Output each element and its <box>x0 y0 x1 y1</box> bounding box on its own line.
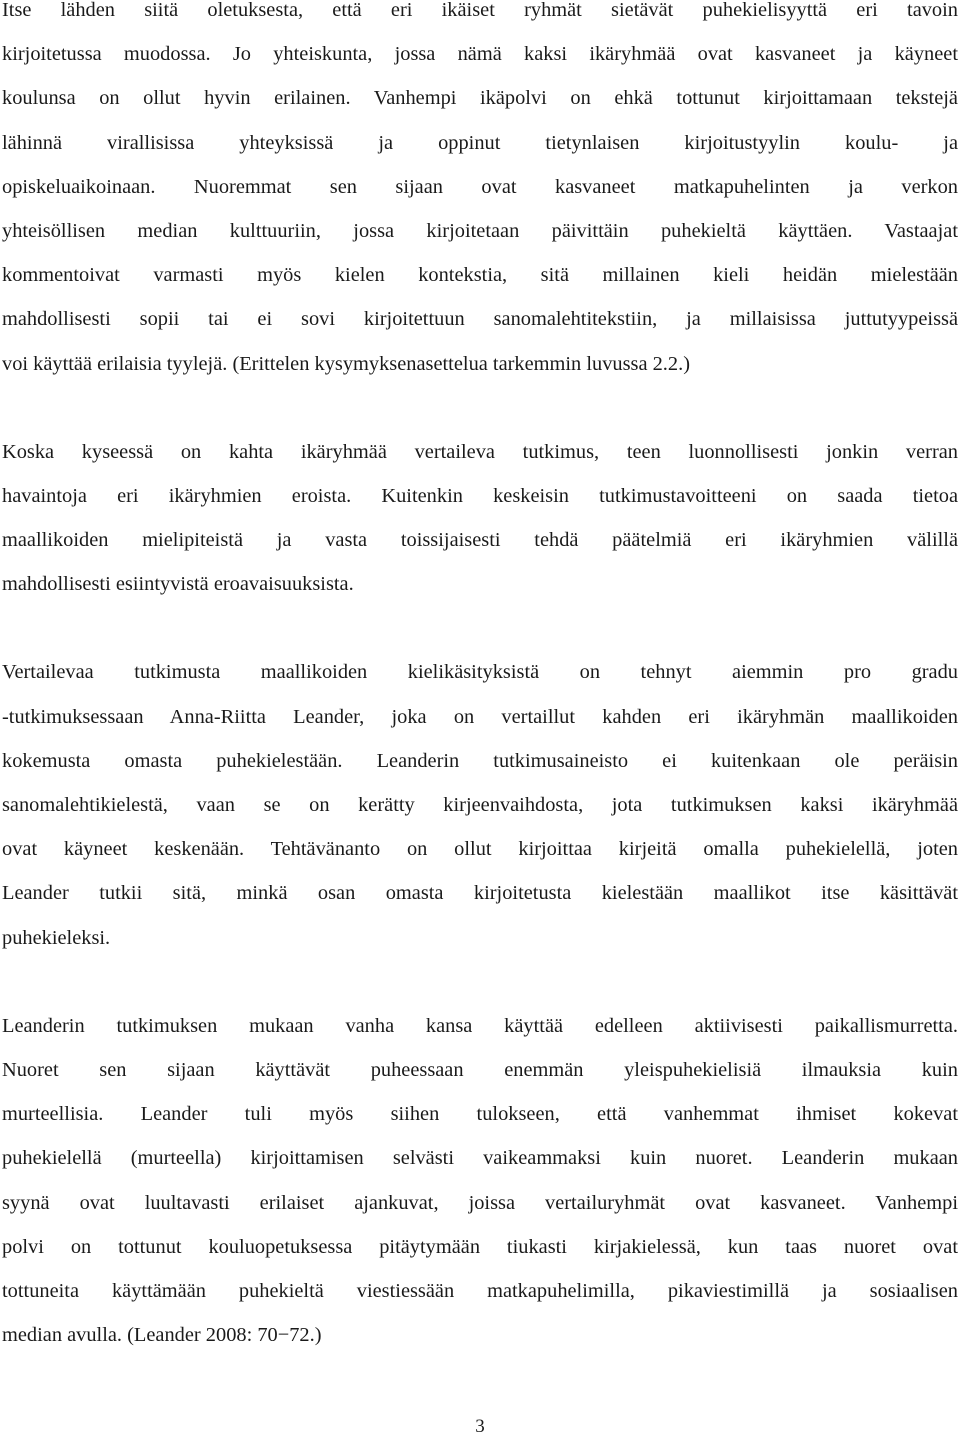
text-line: -tutkimuksessaan Anna-Riitta Leander, joka on vertaillut kahden eri ikäryhmän maallikoiden <box>2 705 958 728</box>
text-line: voi käyttää erilaisia tyylejä. (Erittelen kysymyksenasettelua tarkemmin luvussa 2.2.) <box>2 352 690 375</box>
text-line: polvi on tottunut kouluopetuksessa pitäytymään tiukasti kirjakielessä, kun taas nuoret ovat <box>2 1235 958 1258</box>
text-line: mahdollisesti esiintyvistä eroavaisuuksista. <box>2 573 354 596</box>
text-line: ovat käyneet keskenään. Tehtävänanto on ollut kirjoittaa kirjeitä omalla puhekielellä, joten <box>2 838 958 861</box>
text-line: puhekieleksi. <box>2 926 111 949</box>
paragraph-4 <box>2 1004 958 1358</box>
text-line: tottuneita käyttämään puhekieltä viestiessään matkapuhelimilla, pikaviestimillä ja sosiaalisen <box>2 1279 958 1302</box>
text-line: kokemusta omasta puhekielestään. Leanderin tutkimusaineisto ei kuitenkaan ole peräisin <box>2 749 958 772</box>
text-line: Leanderin tutkimuksen mukaan vanha kansa käyttää edelleen aktiivisesti paikallismurretta. <box>2 1014 958 1037</box>
text-line: Nuoret sen sijaan käyttävät puheessaan enemmän yleispuhekielisiä ilmauksia kuin <box>2 1058 958 1081</box>
paragraph-1 <box>2 0 958 386</box>
text-line: Vertailevaa tutkimusta maallikoiden kielikäsityksistä on tehnyt aiemmin pro gradu <box>2 661 958 684</box>
text-line: murteellisia. Leander tuli myös siihen tulokseen, että vanhemmat ihmiset kokevat <box>2 1103 958 1126</box>
text-line: Koska kyseessä on kahta ikäryhmää vertaileva tutkimus, teen luonnollisesti jonkin verran <box>2 440 958 463</box>
text-line: sanomalehtikielestä, vaan se on kerätty kirjeenvaihdosta, jota tutkimuksen kaksi ikäryhmää <box>2 794 958 816</box>
document-body <box>2 0 958 1401</box>
page-number: 3 <box>475 1416 485 1437</box>
text-line: median avulla. (Leander 2008: 70−72.) <box>2 1324 322 1347</box>
paragraph-3 <box>2 650 958 959</box>
text-line: mahdollisesti sopii tai ei sovi kirjoitettuun sanomalehtitekstiin, ja millaisissa juttutyypeissä <box>2 308 958 331</box>
text-line: kommentoivat varmasti myös kielen kontekstia, sitä millainen kieli heidän mielestään <box>2 264 958 287</box>
text-line: lähinnä virallisissa yhteyksissä ja oppinut tietynlaisen kirjoitustyylin koulu- ja <box>2 131 958 154</box>
text-line: Itse lähden siitä oletuksesta, että eri ikäiset ryhmät sietävät puhekielisyyttä eri tavoin <box>2 0 958 21</box>
text-line: maallikoiden mielipiteistä ja vasta toissijaisesti tehdä päätelmiä eri ikäryhmien välillä <box>2 529 958 552</box>
text-line: havaintoja eri ikäryhmien eroista. Kuitenkin keskeisin tutkimustavoitteeni on saada tietoa <box>2 484 958 507</box>
text-line: yhteisöllisen median kulttuuriin, jossa kirjoitetaan päivittäin puhekieltä käyttäen. Vastaajat <box>2 219 958 242</box>
text-line: kirjoitetussa muodossa. Jo yhteiskunta, jossa nämä kaksi ikäryhmää ovat kasvaneet ja käyneet <box>2 43 958 66</box>
text-line: syynä ovat luultavasti erilaiset ajankuvat, joissa vertailuryhmät ovat kasvaneet. Vanhempi <box>2 1191 958 1214</box>
paragraph-2 <box>2 430 958 607</box>
text-line: puhekielellä (murteella) kirjoittamisen selvästi vaikeammaksi kuin nuoret. Leanderin mukaan <box>2 1147 958 1170</box>
text-line: koulunsa on ollut hyvin erilainen. Vanhempi ikäpolvi on ehkä tottunut kirjoittamaan tekstejä <box>2 87 958 110</box>
text-line: opiskeluaikoinaan. Nuoremmat sen sijaan ovat kasvaneet matkapuhelinten ja verkon <box>2 175 958 198</box>
text-line: Leander tutkii sitä, minkä osan omasta kirjoitetusta kielestään maallikot itse käsittävät <box>2 882 958 905</box>
